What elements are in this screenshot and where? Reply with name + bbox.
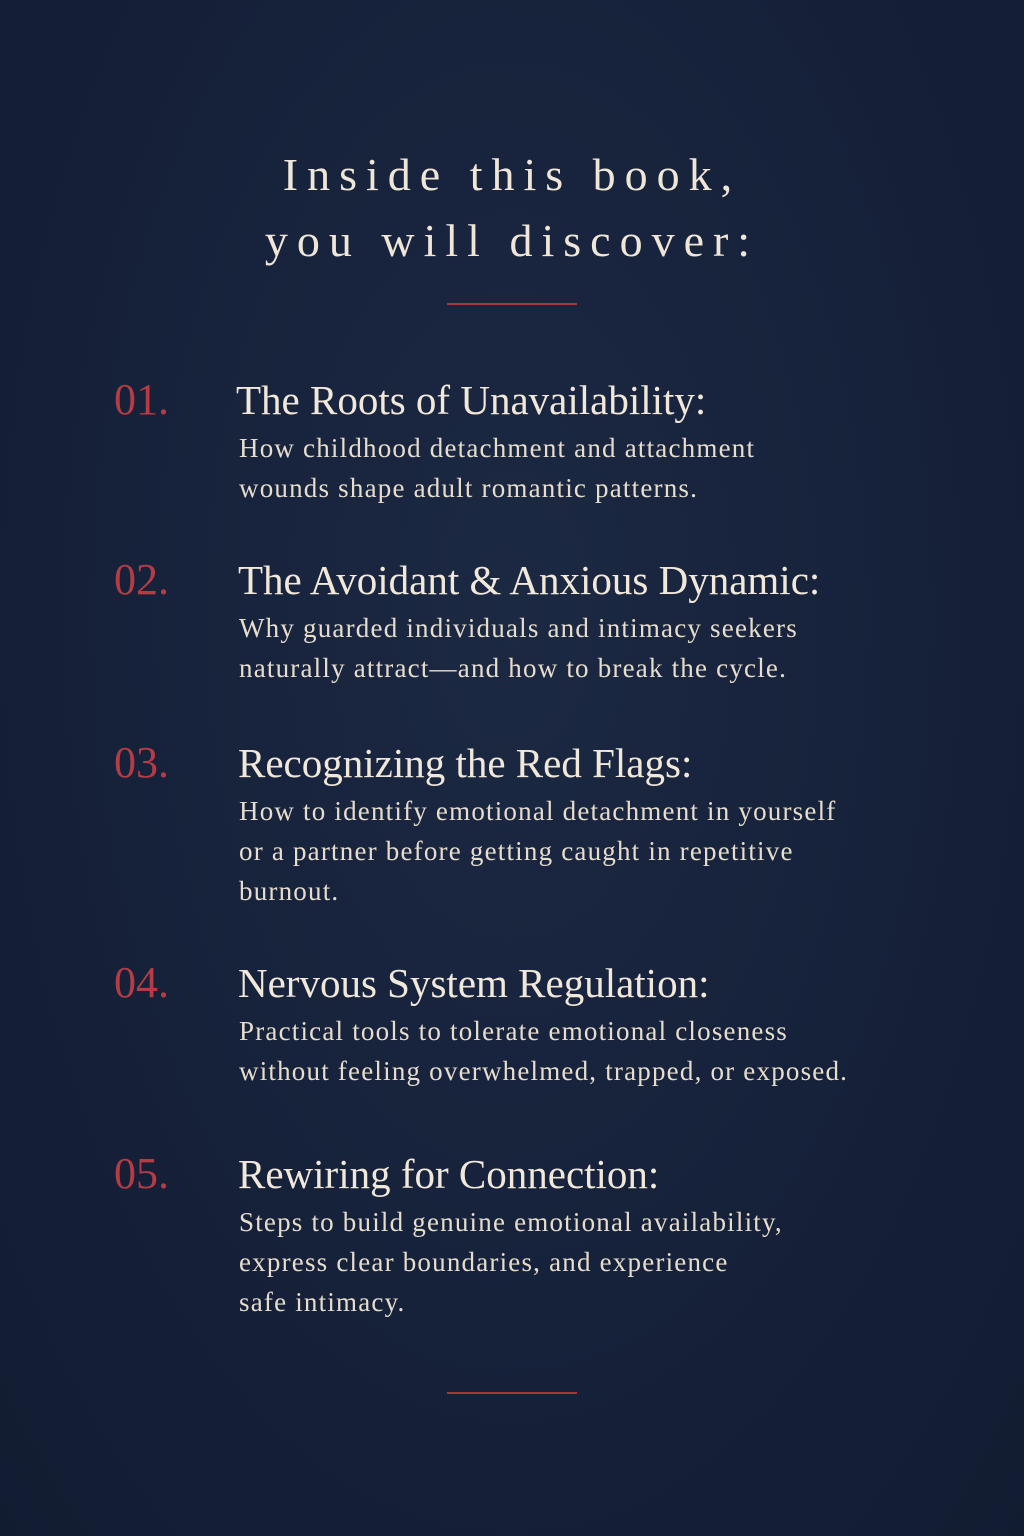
description-line: naturally attract—and how to break the cycle. <box>239 653 788 683</box>
item-description <box>239 428 939 508</box>
description-line: without feeling overwhelmed, trapped, or exposed. <box>239 1056 849 1086</box>
description-line: safe intimacy. <box>239 1287 406 1317</box>
item-number: 01. <box>114 375 169 424</box>
item-description <box>239 1202 939 1322</box>
item-title: The Avoidant & Anxious Dynamic: <box>238 557 821 603</box>
description-line: Practical tools to tolerate emotional closeness <box>239 1016 789 1046</box>
page-heading <box>0 142 1024 274</box>
description-line: express clear boundaries, and experience <box>239 1247 729 1277</box>
description-line: How to identify emotional detachment in yourself <box>239 796 837 826</box>
description-line: How childhood detachment and attachment <box>239 433 756 463</box>
bottom-divider <box>447 1392 577 1394</box>
item-number: 02. <box>114 555 169 604</box>
description-line: or a partner before getting caught in repetitive <box>239 836 794 866</box>
description-line: wounds shape adult romantic patterns. <box>239 473 699 503</box>
top-divider <box>447 303 577 305</box>
heading-line-1: Inside this book, <box>282 149 742 200</box>
item-description <box>239 608 939 688</box>
item-title: Recognizing the Red Flags: <box>238 740 693 786</box>
item-number: 03. <box>114 738 169 787</box>
item-title: The Roots of Unavailability: <box>236 377 707 423</box>
item-title: Rewiring for Connection: <box>238 1151 660 1197</box>
heading-line-2: you will discover: <box>264 215 760 266</box>
item-description <box>239 1011 939 1091</box>
item-description <box>239 791 939 911</box>
item-number: 04. <box>114 958 169 1007</box>
item-title: Nervous System Regulation: <box>238 960 710 1006</box>
item-number: 05. <box>114 1149 169 1198</box>
description-line: burnout. <box>239 876 340 906</box>
description-line: Why guarded individuals and intimacy seekers <box>239 613 798 643</box>
description-line: Steps to build genuine emotional availability, <box>239 1207 783 1237</box>
